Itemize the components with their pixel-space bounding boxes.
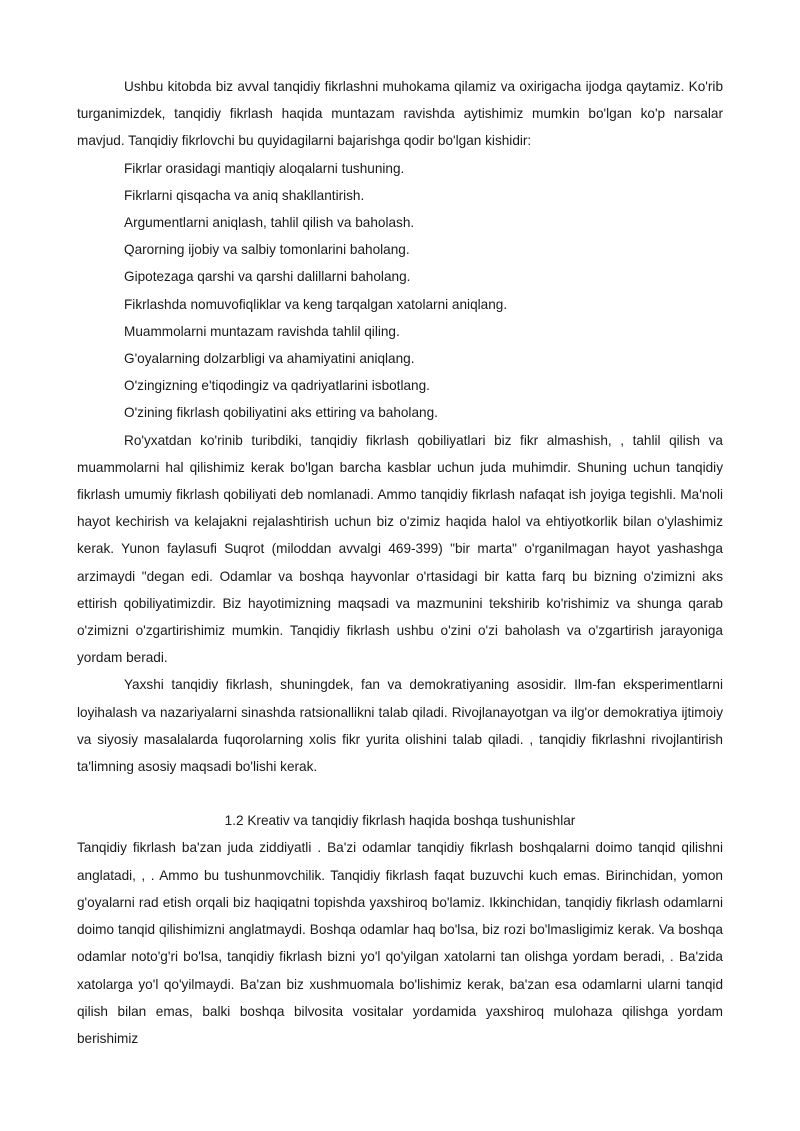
list-item: G'oyalarning dolzarbligi va ahamiyatini aniqlang. xyxy=(124,351,415,367)
list-item: Qarorning ijobiy va salbiy tomonlarini baholang. xyxy=(124,242,410,258)
intro-paragraph: Ushbu kitobda biz avval tanqidiy fikrlashni muhokama qilamiz va oxirigacha ijodga qaytamiz. Ko'rib turganimizdek, tanqidiy fikrlash haqida muntazam ravishda aytishimiz mumkin bo'lgan ko'p narsalar mavjud. Tanqidiy fikrlovchi bu quyidagilarni bajarishga qodir bo'lgan kishidir: xyxy=(77,79,723,149)
list-item: O'zingizning e'tiqodingiz va qadriyatlarini isbotlang. xyxy=(124,378,430,394)
section-gap xyxy=(77,780,723,807)
list-item: Fikrlarni qisqacha va aniq shakllantirish. xyxy=(124,187,365,203)
list-item: Fikrlashda nomuvofiqliklar va keng tarqalgan xatolarni aniqlang. xyxy=(124,296,508,312)
list-item: Muammolarni muntazam ravishda tahlil qiling. xyxy=(124,323,400,339)
list-item: O'zining fikrlash qobiliyatini aks ettiring va baholang. xyxy=(124,405,438,421)
list-item: Fikrlar orasidagi mantiqiy aloqalarni tushuning. xyxy=(124,160,405,176)
body-paragraph: Yaxshi tanqidiy fikrlash, shuningdek, fan va demokratiyaning asosidir. Ilm-fan eksperimentlarni loyihalash va nazariyalarni sinashda ratsionallikni talab qiladi. Rivojlanayotgan va ilg'or demokratiya ijtimoiy va siyosiy masalalarda fuqorolarning xolis fikr yurita olishini talab qiladi. , tanqidiy fikrlashni rivojlantirish ta'limning asosiy maqsadi bo'lishi kerak. xyxy=(77,677,723,775)
skills-list xyxy=(77,155,723,427)
body-paragraph: Tanqidiy fikrlash ba'zan juda ziddiyatli . Ba'zi odamlar tanqidiy fikrlash boshqalarni doimo tanqid qilishni anglatadi, , . Ammo bu tushunmovchilik. Tanqidiy fikrlash faqat buzuvchi kuch emas. Birinchidan, yomon g'oyalarni rad etish orqali biz haqiqatni topishda yaxshiroq bo'lamiz. Ikkinchidan, tanqidiy fikrlash odamlarni doimo tanqid qilishimizni anglatmaydi. Boshqa odamlar haq bo'lsa, biz rozi bo'lmasligimiz kerak. Va boshqa odamlar noto'g'ri bo'lsa, tanqidiy fikrlash bizni yo'l qo'yilgan xatolarni tan olishga yordam beradi, . Ba'zida xatolarga yo'l qo'yilmaydi. Ba'zan biz xushmuomala bo'lishimiz kerak, ba'zan esa odamlarni ularni tanqid qilish bilan emas, balki boshqa bilvosita vositalar yordamida yaxshiroq mulohaza qilishga yordam berishimiz xyxy=(77,840,723,1046)
section-heading: 1.2 Kreativ va tanqidiy fikrlash haqida boshqa tushunishlar xyxy=(224,813,576,829)
list-item: Argumentlarni aniqlash, tahlil qilish va baholash. xyxy=(124,215,415,231)
document-body xyxy=(77,73,723,1052)
body-paragraph: Ro'yxatdan ko'rinib turibdiki, tanqidiy fikrlash qobiliyatlari biz fikr almashish, , tahlil qilish va muammolarni hal qilishimiz kerak bo'lgan barcha kasblar uchun juda muhimdir. Shuning uchun tanqidiy fikrlash umumiy fikrlash qobiliyati deb nomlanadi. Ammo tanqidiy fikrlash nafaqat ish joyiga tegishli. Ma'noli hayot kechirish va kelajakni rejalashtirish uchun biz o'zimiz haqida halol va ehtiyotkorlik bilan o'ylashimiz kerak. Yunon faylasufi Suqrot (miloddan avvalgi 469-399) "bir marta" o'rganilmagan hayot yashashga arzimaydi "degan edi. Odamlar va boshqa hayvonlar o'rtasidagi bir katta farq bu bizning o'zimizni aks ettirish qobiliyatimizdir. Biz hayotimizning maqsadi va mazmunini tekshirib ko'rishimiz va shunga qarab o'zimizni o'zgartirishimiz mumkin. Tanqidiy fikrlash ushbu o'zini o'zi baholash va o'zgartirish jarayoniga yordam beradi. xyxy=(77,432,723,666)
list-item: Gipotezaga qarshi va qarshi dalillarni baholang. xyxy=(124,269,411,285)
